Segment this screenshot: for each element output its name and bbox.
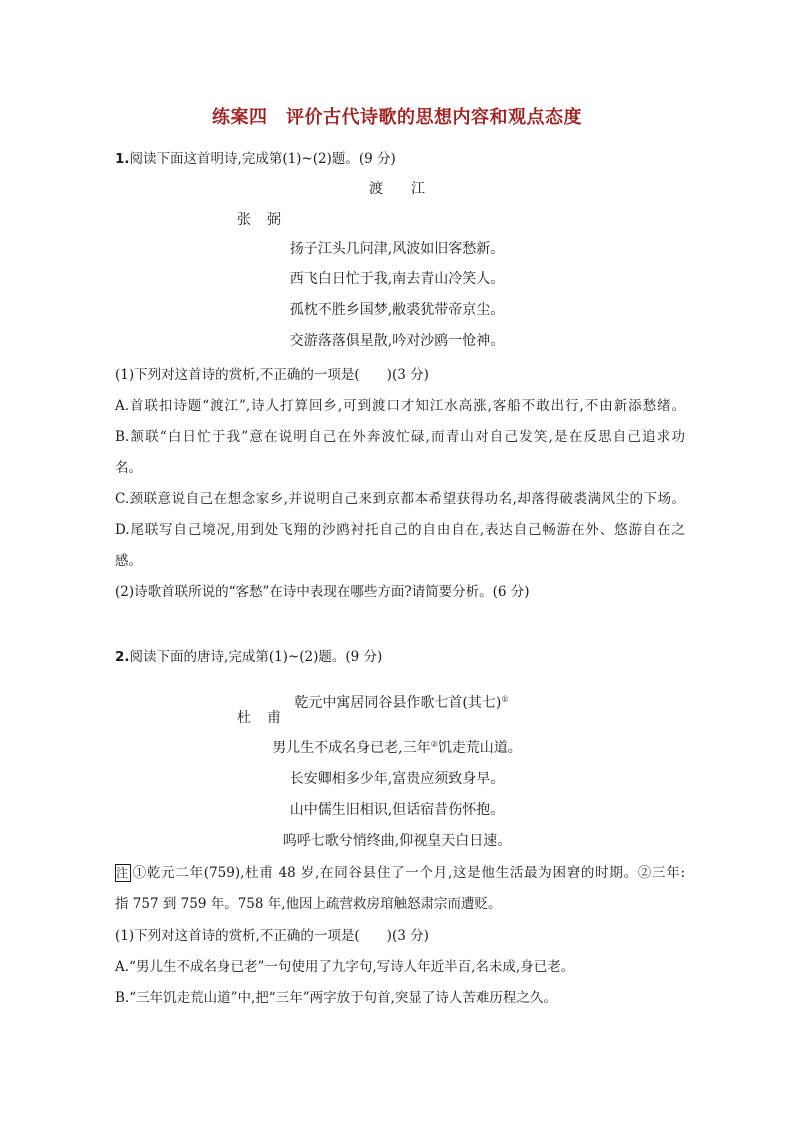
- subquestion-1: (1)下列对这首诗的赏析,不正确的一项是( )(3 分): [115, 367, 429, 383]
- option-c: C.颈联意说自己在想念家乡,并说明自己来到京都本希望获得功名,却落得破裘满风尘的下场。: [115, 491, 685, 507]
- question-2-heading: [115, 645, 382, 665]
- footnote: 注 ①乾元二年(759),杜甫 48 岁,在同谷县住了一个月,这是他生活最为困窘的时期。②三年:: [116, 865, 685, 881]
- footnote-marker: ①: [501, 694, 509, 704]
- option-b: B.颔联“白日忙于我”意在说明自己在外奔波忙碌,而青山对自己发笑,是在反思自己追求功: [115, 429, 685, 445]
- footnote-marker: ②: [430, 739, 438, 749]
- note-label-box: 注: [115, 864, 131, 882]
- poem-author: 杜 甫: [237, 710, 282, 726]
- poem-line: 男儿生不成名身已老,三年②饥走荒山道。: [272, 739, 522, 756]
- poem-line: 长安卿相多少年,富贵应须致身早。: [289, 771, 505, 787]
- subquestion-1: (1)下列对这首诗的赏析,不正确的一项是( )(3 分): [115, 928, 429, 944]
- option-a: A.首联扣诗题“渡江”,诗人打算回乡,可到渡口才知江水高涨,客船不敢出行,不由新添愁绪。: [115, 398, 685, 414]
- option-d: D.尾联写自己境况,用到处飞翔的沙鸥衬托自己的自由自在,表达自己畅游在外、悠游自在之: [115, 522, 685, 538]
- poem-title: [0, 676, 794, 712]
- question-instruction: 阅读下面的唐诗,完成第(1)~(2)题。(9 分): [129, 649, 383, 665]
- poem-title: 渡 江: [369, 181, 425, 197]
- footnote-continued: 指 757 到 759 年。758 年,他因上疏营救房琯触怒肃宗而遭贬。: [115, 896, 502, 912]
- poem-line: 呜呼七歌兮悄终曲,仰视皇天白日速。: [282, 833, 512, 849]
- question-instruction: 阅读下面这首明诗,完成第(1)~(2)题。(9 分): [129, 151, 396, 167]
- page-title: 练案四 评价古代诗歌的思想内容和观点态度: [212, 107, 582, 128]
- option-b: B.“三年饥走荒山道”中,把“三年”两字放于句首,突显了诗人苦难历程之久。: [115, 990, 557, 1006]
- option-a: A.“男儿生不成名身已老”一句使用了九字句,写诗人年近半百,名未成,身已老。: [115, 959, 575, 975]
- subquestion-2: (2)诗歌首联所说的“客愁”在诗中表现在哪些方面?请简要分析。(6 分): [115, 584, 530, 600]
- poem-line: 孤枕不胜乡国梦,敝裘犹带帝京尘。: [289, 302, 505, 318]
- poem-line: 西飞白日忙于我,南去青山冷笑人。: [289, 271, 505, 287]
- poem-line: 交游落落俱星散,吟对沙鸥一怆神。: [289, 333, 505, 349]
- poem-line: 扬子江头几问津,风波如旧客愁新。: [289, 241, 505, 257]
- poem-author: 张 弼: [237, 212, 282, 228]
- option-d-continued: 感。: [115, 553, 142, 569]
- poem-title-text: 乾元中寓居同谷县作歌七首(其七): [294, 695, 502, 711]
- option-b-continued: 名。: [115, 460, 142, 476]
- question-number: 2.: [115, 649, 130, 665]
- question-1-heading: [115, 147, 396, 167]
- question-number: 1.: [115, 151, 130, 167]
- poem-line: 山中儒生旧相识,但话宿昔伤怀抱。: [289, 802, 505, 818]
